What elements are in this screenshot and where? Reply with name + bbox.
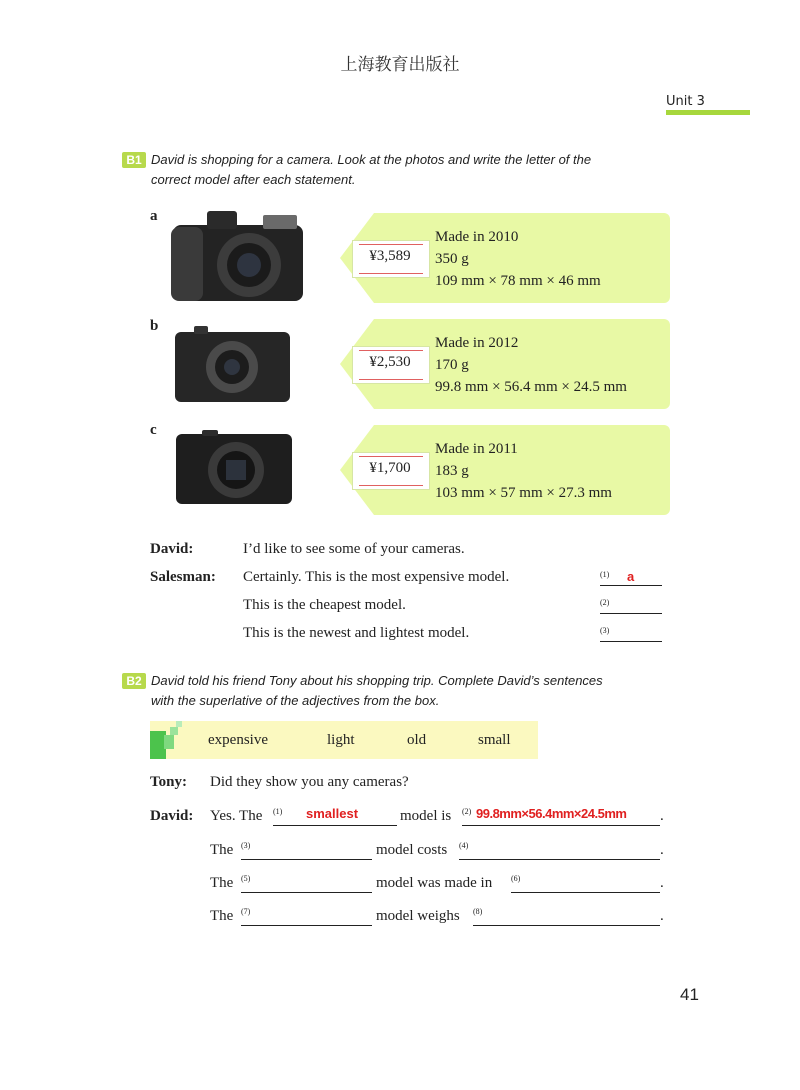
b2-line2-lead: The (210, 842, 234, 858)
camera-c-card-hole (328, 465, 338, 475)
b2-blank2-answer: 99.8mm×56.4mm×24.5mm (476, 806, 627, 821)
answer-3-blank[interactable] (600, 641, 662, 642)
publisher-name: 上海教育出版社 (340, 55, 460, 75)
camera-a-size: 109 mm × 78 mm × 46 mm (435, 273, 601, 289)
b2-blank4-number: (4) (459, 841, 469, 850)
b2-blank6[interactable] (511, 892, 660, 893)
unit-label: Unit 3 (666, 94, 705, 109)
camera-a-year: Made in 2010 (435, 229, 519, 245)
b2-blank3[interactable] (241, 859, 372, 860)
b2-blank5[interactable] (241, 892, 372, 893)
b2-blank7-number: (7) (241, 907, 251, 916)
b2-line2-period: . (660, 842, 664, 858)
b2-line4-mid: model weighs (376, 908, 460, 924)
camera-b-year: Made in 2012 (435, 335, 519, 351)
camera-c-size: 103 mm × 57 mm × 27.3 mm (435, 485, 612, 501)
tony-speaker: Tony: (150, 774, 187, 790)
camera-b-weight: 170 g (435, 357, 469, 373)
b1-instruction (151, 150, 671, 190)
b2-badge: B2 (122, 673, 146, 689)
word-old: old (407, 732, 427, 748)
b2-line2-mid: model costs (376, 842, 448, 858)
camera-a-card-hole (328, 253, 338, 263)
camera-a-specs (435, 226, 601, 292)
b2-line3-mid: model was made in (376, 875, 493, 891)
dialogue-line-3: This is the cheapest model. (243, 597, 406, 613)
camera-c-price: ¥1,700 (369, 460, 411, 476)
answer-1-value: a (627, 569, 635, 584)
b2-blank7[interactable] (241, 925, 372, 926)
dialogue-speaker-david: David: (150, 541, 194, 557)
answer-3-number: (3) (600, 626, 610, 635)
dialogue-line-2: Certainly. This is the most expensive model. (243, 569, 510, 585)
answer-2-blank[interactable] (600, 613, 662, 614)
b2-blank8-number: (8) (473, 907, 483, 916)
dialogue-speaker-salesman: Salesman: (150, 569, 216, 585)
b2-line1-period: . (660, 808, 664, 824)
camera-a-photo (165, 205, 310, 305)
b2-blank2[interactable] (462, 825, 660, 826)
camera-a-weight: 350 g (435, 251, 469, 267)
answer-2-number: (2) (600, 598, 610, 607)
page-number: 41 (680, 985, 699, 1004)
b2-blank1-answer: smallest (306, 806, 359, 821)
answer-1-number: (1) (600, 570, 610, 579)
camera-b-specs (435, 332, 627, 398)
b2-blank1[interactable] (273, 825, 397, 826)
word-light: light (327, 732, 355, 748)
camera-b-letter: b (150, 318, 159, 334)
b2-blank8[interactable] (473, 925, 660, 926)
answer-1-blank[interactable] (600, 585, 662, 586)
b1-badge: B1 (122, 152, 146, 168)
word-small: small (478, 732, 511, 748)
b2-line3-period: . (660, 875, 664, 891)
camera-c-year: Made in 2011 (435, 441, 518, 457)
camera-b-card-hole (328, 359, 338, 369)
b2-line1-mid: model is (400, 808, 452, 824)
camera-a-letter: a (150, 208, 158, 224)
b2-instruction-line1: David told his friend Tony about his shopping trip. Complete David’s sentences (151, 673, 603, 688)
word-box-decoration (150, 721, 184, 759)
camera-c-photo (172, 428, 297, 508)
dialogue-line-4: This is the newest and lightest model. (243, 625, 470, 641)
b2-blank6-number: (6) (511, 874, 521, 883)
camera-c-letter: c (150, 422, 157, 438)
david-speaker: David: (150, 808, 194, 824)
camera-c-weight: 183 g (435, 463, 469, 479)
b2-line1-lead: Yes. The (210, 808, 263, 824)
b2-blank3-number: (3) (241, 841, 251, 850)
tony-line: Did they show you any cameras? (210, 774, 409, 790)
b2-blank2-number: (2) (462, 807, 472, 816)
unit-bar (666, 110, 750, 115)
dialogue-line-1: I’d like to see some of your cameras. (243, 541, 465, 557)
b2-blank5-number: (5) (241, 874, 251, 883)
b1-instruction-line2: correct model after each statement. (151, 172, 356, 187)
b2-instruction-line2: with the superlative of the adjectives from the box. (151, 693, 440, 708)
camera-b-price: ¥2,530 (369, 354, 411, 370)
b2-line3-lead: The (210, 875, 234, 891)
b2-blank1-number: (1) (273, 807, 283, 816)
camera-b-photo (170, 322, 295, 407)
camera-c-specs (435, 438, 612, 504)
word-expensive: expensive (208, 732, 268, 748)
b2-instruction (151, 671, 671, 711)
b1-instruction-line1: David is shopping for a camera. Look at the photos and write the letter of the (151, 152, 592, 167)
b2-blank4[interactable] (459, 859, 660, 860)
camera-b-size: 99.8 mm × 56.4 mm × 24.5 mm (435, 379, 627, 395)
b2-line4-period: . (660, 908, 664, 924)
camera-a-price: ¥3,589 (369, 248, 411, 264)
b2-line4-lead: The (210, 908, 234, 924)
